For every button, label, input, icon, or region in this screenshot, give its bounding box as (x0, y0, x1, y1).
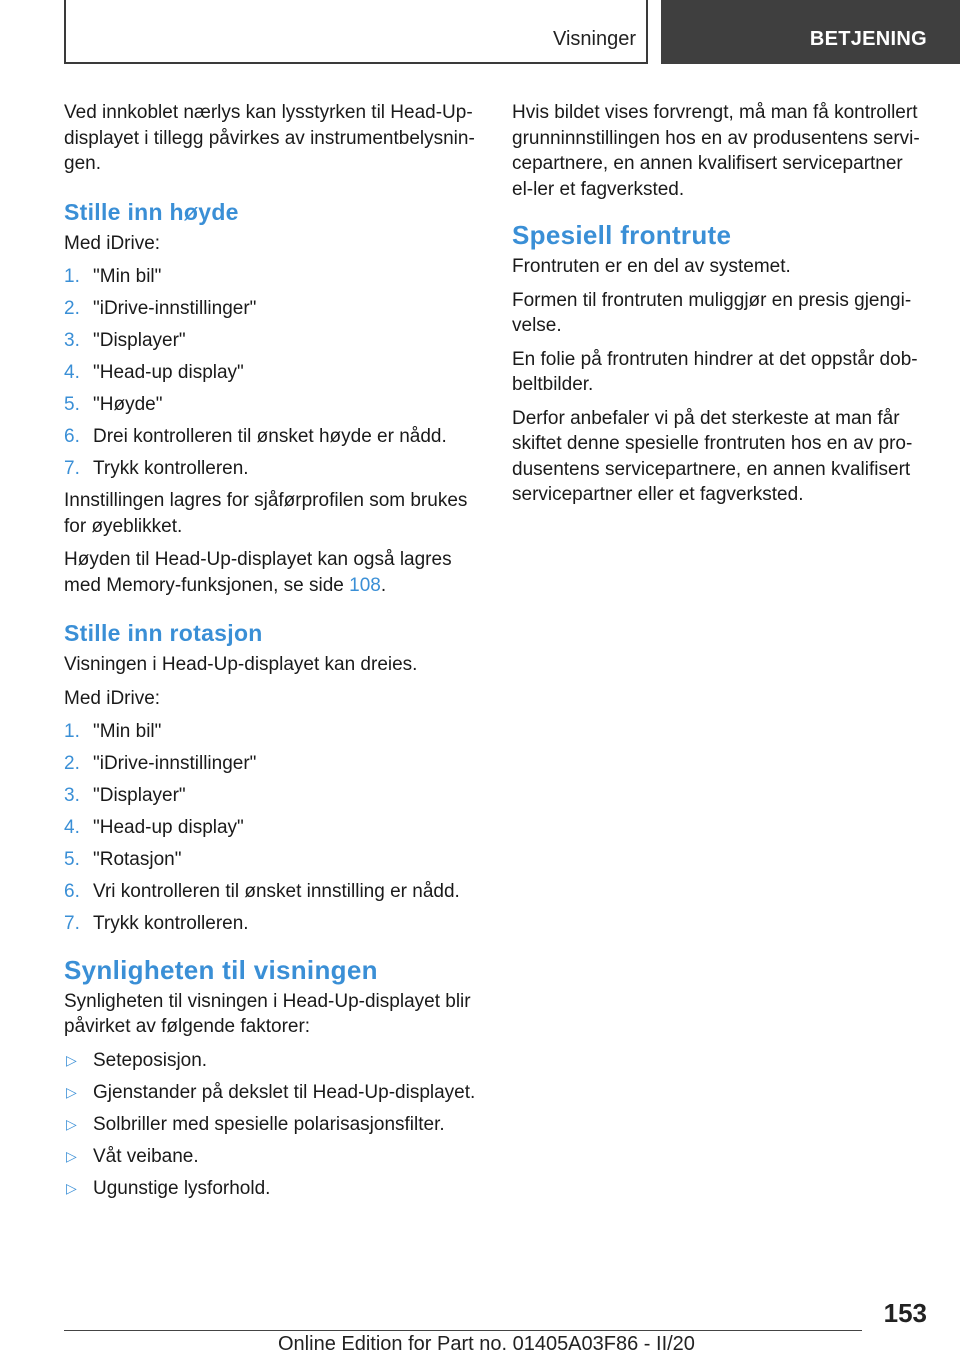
step-text: Trykk kontrolleren. (93, 458, 249, 479)
step-text: "Rotasjon" (93, 849, 182, 870)
page-reference-link[interactable]: 108 (349, 574, 381, 596)
page-number: 153 (883, 1298, 927, 1328)
header-section-title: Visninger (552, 28, 636, 50)
list-item (64, 1176, 479, 1202)
list-item-text: Seteposisjon. (93, 1049, 208, 1071)
windshield-p4: Derfor anbefaler vi på det sterkeste at man får skiftet denne spesielle frontruten hos en av pro-dusentens servicepartnere, en annen kvalifisert servicepartner eller et fagverksted. (512, 407, 913, 505)
height-note-memory (64, 547, 479, 598)
step-number: 3. (64, 785, 80, 806)
step-text: Drei kontrolleren til ønsket høyde er nådd. (93, 426, 447, 447)
windshield-p3: En folie på frontruten hindrer at det oppstår dob-beltbilder. (512, 348, 918, 395)
step-text: "Displayer" (93, 785, 186, 806)
step-item (64, 719, 479, 745)
step-number: 6. (64, 426, 80, 447)
height-steps-list (64, 264, 479, 482)
step-text: "iDrive-innstillinger" (93, 753, 257, 774)
step-item (64, 296, 479, 322)
step-number: 2. (64, 298, 80, 319)
step-number: 5. (64, 849, 80, 870)
rotation-steps-list (64, 719, 479, 937)
windshield-p2: Formen til frontruten muliggjør en presis gjengi-velse. (512, 289, 912, 336)
step-text: "Displayer" (93, 330, 186, 351)
right-column (512, 100, 928, 516)
step-text: "Head-up display" (93, 817, 244, 838)
step-item (64, 751, 479, 777)
list-item (64, 1048, 479, 1074)
triangle-bullet-icon: ▷ (66, 1051, 77, 1068)
height-lead: Med iDrive: (64, 232, 161, 254)
distortion-paragraph: Hvis bildet vises forvrengt, må man få kontrollert grunninnstillingen hos en av produsentens servi-cepartnere, en annen kvalifisert servicepartner el-ler et fagverksted. (512, 102, 920, 200)
memory-text: Høyden til Head-Up-displayet kan også lagres med Memory-funksjonen, se side (64, 549, 452, 596)
step-item (64, 264, 479, 290)
step-number: 7. (64, 913, 80, 934)
step-text: "Høyde" (93, 394, 163, 415)
step-number: 2. (64, 753, 80, 774)
step-item (64, 392, 479, 418)
heading-adjust-height: Stille inn høyde (64, 198, 239, 225)
step-text: Trykk kontrolleren. (93, 913, 249, 934)
heading-visibility: Synligheten til visningen (64, 954, 378, 985)
rotation-lead: Med iDrive: (64, 687, 161, 709)
heading-special-windshield: Spesiell frontrute (512, 220, 732, 250)
step-number: 4. (64, 362, 80, 383)
step-text: "Min bil" (93, 721, 162, 742)
step-text: "Min bil" (93, 266, 162, 287)
triangle-bullet-icon: ▷ (66, 1147, 77, 1164)
visibility-intro: Synligheten til visningen i Head-Up-displayet blir påvirket av følgende faktorer: (64, 990, 471, 1037)
footer-edition-text: Online Edition for Part no. 01405A03F86 - II/20 (278, 1333, 695, 1355)
step-text: "Head-up display" (93, 362, 244, 383)
step-number: 3. (64, 330, 80, 351)
heading-adjust-rotation: Stille inn rotasjon (64, 620, 263, 646)
triangle-bullet-icon: ▷ (66, 1083, 77, 1100)
step-number: 1. (64, 721, 80, 742)
step-item (64, 360, 479, 386)
list-item-text: Solbriller med spesielle polarisasjonsfilter. (93, 1113, 445, 1135)
step-item (64, 328, 479, 354)
windshield-p1: Frontruten er en del av systemet. (512, 256, 791, 277)
step-item (64, 783, 479, 809)
intro-paragraph: Ved innkoblet nærlys kan lysstyrken til Head-Up-displayet i tillegg påvirkes av instrumentbelysnin-gen. (64, 102, 475, 174)
step-item (64, 879, 479, 905)
step-number: 6. (64, 881, 80, 902)
step-item (64, 911, 479, 937)
step-item (64, 847, 479, 873)
list-item-text: Våt veibane. (93, 1145, 199, 1167)
step-number: 4. (64, 817, 80, 838)
triangle-bullet-icon: ▷ (66, 1179, 77, 1196)
list-item-text: Gjenstander på dekslet til Head-Up-displayet. (93, 1081, 476, 1103)
list-item (64, 1112, 479, 1138)
footer-divider (64, 1330, 862, 1331)
list-item (64, 1080, 479, 1106)
left-column (64, 100, 479, 1208)
visibility-factors-list (64, 1048, 479, 1202)
step-number: 1. (64, 266, 80, 287)
memory-suffix: . (380, 574, 387, 596)
header-chapter-tab: BETJENING (661, 0, 960, 64)
triangle-bullet-icon: ▷ (66, 1115, 77, 1132)
step-item (64, 815, 479, 841)
step-text: Vri kontrolleren til ønsket innstilling er nådd. (93, 881, 460, 902)
list-item (64, 1144, 479, 1170)
list-item-text: Ugunstige lysforhold. (93, 1177, 271, 1199)
height-note-profile: Innstillingen lagres for sjåførprofilen som brukes for øyeblikket. (64, 490, 468, 537)
step-number: 7. (64, 458, 80, 479)
rotation-intro: Visningen i Head-Up-displayet kan dreies. (64, 654, 418, 675)
step-text: "iDrive-innstillinger" (93, 298, 257, 319)
step-item (64, 424, 479, 450)
step-number: 5. (64, 394, 80, 415)
step-item (64, 456, 479, 482)
